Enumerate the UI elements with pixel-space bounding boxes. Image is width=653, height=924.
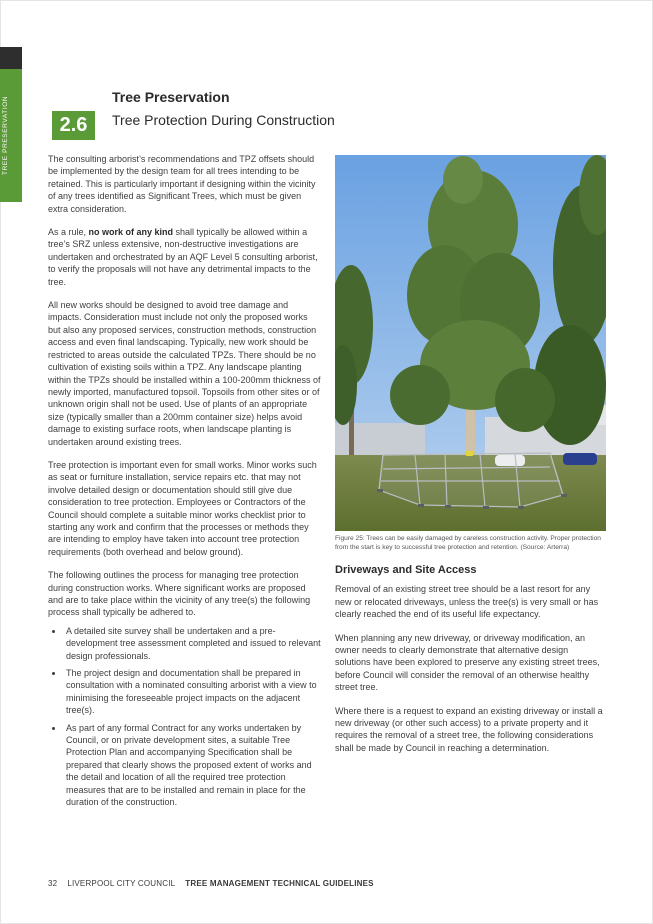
paragraph: Tree protection is important even for small works. Minor works such as seat or furniture installation, service repairs etc. that may not involve detailed design or documentation should still give due consideration to tree protection. Employees or Contractors of the Council should complete a suitable minor works checklist prior to starting any work and confirm that the processes or methods they are intending to employ have taken into account tree protection requirements (both overhead and below ground). bbox=[48, 459, 317, 557]
side-tab-marker bbox=[0, 47, 22, 69]
section-subtitle: Tree Protection During Construction bbox=[112, 112, 335, 128]
tree-protection-photo bbox=[335, 155, 606, 531]
paragraph: As a rule, no work of any kind shall typically be allowed within a tree’s SRZ unless extensive, non-destructive investigations are undertaken and orchestrated by an AQF Level 5 consulting arborist, to verify the proposals will not have any detrimental impacts to the tree. bbox=[48, 227, 318, 287]
paragraph: All new works should be designed to avoid tree damage and impacts. Consideration must include not only the proposed works but also any proposed services, construction methods, construction access and even final landscaping. Typically, new work should be restricted to areas outside the calculated TPZs. There should be no cultivation of existing soils within a TPZ. Any landscape planting within the TPZs should be installed within a 100-200mm thickness of newly imported, manufactured topsoil. Topsoils from other sites or of unknown origin shall not be used. Use of plants of an appropriate size (typically smaller than a 200mm container size) helps avoid damage to existing surface roots, when landscape planting is undertaken around existing trees. bbox=[48, 300, 321, 447]
subheading-driveways: Driveways and Site Access bbox=[335, 564, 477, 576]
section-title: Tree Preservation bbox=[112, 89, 230, 105]
page-footer bbox=[48, 879, 374, 888]
process-list bbox=[48, 625, 322, 809]
section-number-badge: 2.6 bbox=[52, 111, 95, 140]
paragraph: Where there is a request to expand an existing driveway or install a new driveway (or other such access) to a private property and it requires the removal of a street tree, the following considerations shall be made by Council in reaching a determination. bbox=[335, 705, 603, 753]
paragraph: When planning any new driveway, or driveway modification, an owner needs to clearly demonstrate that alternative design solutions have been explored to preserve any existing street trees, before Council will consider the removal of an otherwise healthy street tree. bbox=[335, 632, 600, 693]
tree-photo-illustration bbox=[335, 155, 606, 531]
emphasis: no work of any kind bbox=[88, 227, 174, 238]
paragraph: The following outlines the process for managing tree protection during construction works. Where significant works are proposed and are to take place within the vicinity of any tree(s) the following process shall typically be adhered to. bbox=[48, 570, 311, 618]
paragraph: The consulting arborist’s recommendations and TPZ offsets should be implemented by the design team for all trees intending to be retained. This is particularly important if designing within the vicinity of any trees identified as Significant Trees, which must be given extra consideration. bbox=[48, 154, 316, 214]
footer-document-title: TREE MANAGEMENT TECHNICAL GUIDELINES bbox=[185, 879, 374, 888]
list-item: • The project design and documentation shall be prepared in consultation with a nominated consulting arborist with a view to minimising the foreseeable project impacts on the adjacent tree(s). bbox=[64, 667, 322, 717]
left-column bbox=[48, 153, 322, 814]
right-column bbox=[335, 155, 606, 765]
list-item: • A detailed site survey shall be undertaken and a pre-development tree assessment completed and issued to relevant design professionals. bbox=[64, 625, 322, 662]
page-number: 32 bbox=[48, 879, 58, 888]
paragraph: Removal of an existing street tree should be a last resort for any new or relocated driveways, unless the tree(s) is very small or has clearly reached the end of its useful life expectancy. bbox=[335, 584, 599, 620]
footer-organisation: LIVERPOOL CITY COUNCIL bbox=[67, 879, 176, 888]
side-tab-label bbox=[2, 157, 9, 175]
list-item: • As part of any formal Contract for any works undertaken by Council, or on private development sites, a suitable Tree Protection Plan and accompanying Specification shall be prepared that clearly shows the proposed extent of works and the detail and location of all the required tree protection measures that are to be installed and remain in place for the duration of the construction. bbox=[64, 722, 322, 809]
figure-caption: Figure 25: Trees can be easily damaged by careless construction activity. Proper protection from the start is key to successful tree protection and retention. (Source: Arterra) bbox=[335, 535, 601, 551]
